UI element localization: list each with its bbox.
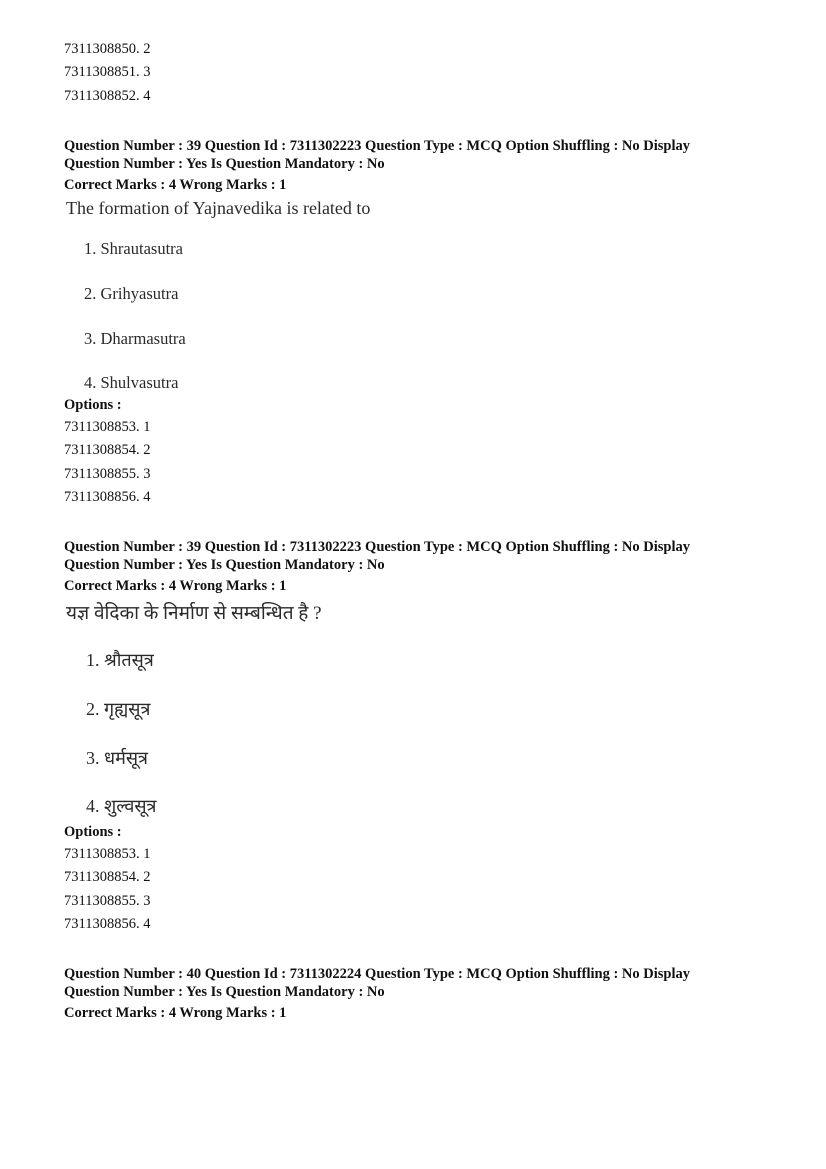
option-id-line: 7311308856. 4 [64, 916, 151, 932]
choice-2: 2. Grihyasutra [84, 284, 179, 303]
choice-2: 2. गृह्यसूत्र [86, 699, 151, 719]
option-id-line: 7311308854. 2 [64, 869, 151, 885]
choice-3: 3. Dharmasutra [84, 329, 186, 348]
choice-4: 4. Shulvasutra [84, 373, 179, 392]
question-header-mandatory: Question Number : Yes Is Question Mandatory : No [64, 984, 385, 1000]
options-label: Options : [64, 824, 122, 840]
question-header: Question Number : 40 Question Id : 7311302224 Question Type : MCQ Option Shuffling : No Display [64, 966, 690, 982]
option-id-line: 7311308850. 2 [64, 41, 151, 57]
option-id-line: 7311308854. 2 [64, 442, 151, 458]
option-id-line: 7311308851. 3 [64, 64, 151, 80]
option-id-line: 7311308853. 1 [64, 419, 151, 435]
choice-1: 1. श्रौतसूत्र [86, 650, 154, 670]
option-id-line: 7311308852. 4 [64, 88, 151, 104]
question-header: Question Number : 39 Question Id : 7311302223 Question Type : MCQ Option Shuffling : No Display [64, 138, 690, 154]
question-marks: Correct Marks : 4 Wrong Marks : 1 [64, 578, 287, 594]
question-text: The formation of Yajnavedika is related to [66, 198, 371, 218]
question-marks: Correct Marks : 4 Wrong Marks : 1 [64, 177, 287, 193]
choice-3: 3. धर्मसूत्र [86, 748, 148, 768]
choice-4: 4. शुल्वसूत्र [86, 796, 157, 816]
option-id-line: 7311308853. 1 [64, 846, 151, 862]
choice-1: 1. Shrautasutra [84, 239, 183, 258]
question-header-mandatory: Question Number : Yes Is Question Mandatory : No [64, 156, 385, 172]
question-text: यज्ञ वेदिका के निर्माण से सम्बन्धित है ? [66, 603, 322, 624]
question-header-mandatory: Question Number : Yes Is Question Mandatory : No [64, 557, 385, 573]
question-header: Question Number : 39 Question Id : 7311302223 Question Type : MCQ Option Shuffling : No Display [64, 539, 690, 555]
options-label: Options : [64, 397, 122, 413]
option-id-line: 7311308856. 4 [64, 489, 151, 505]
question-marks: Correct Marks : 4 Wrong Marks : 1 [64, 1005, 287, 1021]
option-id-line: 7311308855. 3 [64, 893, 151, 909]
option-id-line: 7311308855. 3 [64, 466, 151, 482]
